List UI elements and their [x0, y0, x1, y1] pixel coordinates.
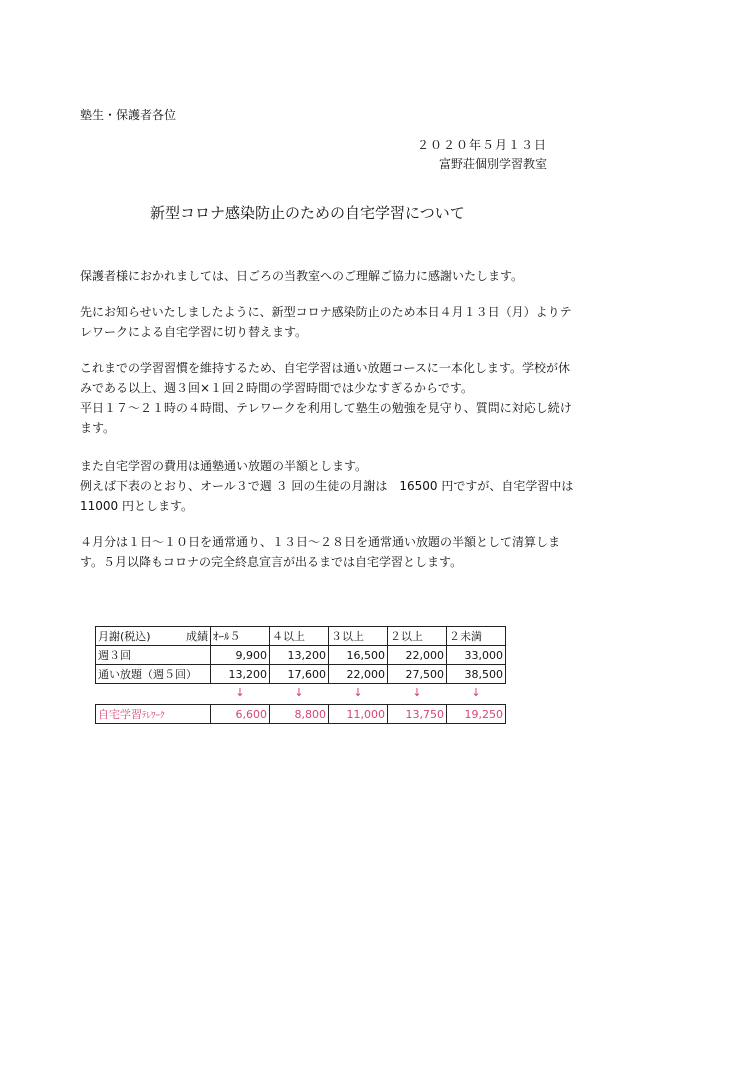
organization-name: 富野荘個別学習教室 — [438, 157, 547, 171]
table-row — [96, 646, 506, 665]
down-arrow-icon: ↓ — [471, 685, 481, 699]
paragraph-line: ます。 — [80, 421, 116, 435]
paragraph-line: レワークによる自宅学習に切り替えます。 — [80, 325, 308, 339]
table-cell: 38,500 — [447, 665, 506, 684]
paragraph-2 — [80, 302, 572, 342]
paragraph-3 — [80, 358, 572, 438]
telework-label-sub: ﾃﾚﾜｰｸ — [142, 711, 165, 721]
telework-row — [96, 705, 506, 724]
down-arrow-icon: ↓ — [412, 685, 422, 699]
paragraph-line: これまでの学習習慣を維持するため、自宅学習は通い放題コースに一本化します。学校が休 — [80, 361, 570, 375]
telework-label — [96, 705, 211, 724]
telework-cell: 11,000 — [329, 705, 388, 724]
table-cell: 22,000 — [329, 665, 388, 684]
table-cell: 16,500 — [329, 646, 388, 665]
addressee: 塾生・保護者各位 — [80, 108, 177, 122]
paragraph-4 — [80, 456, 574, 516]
paragraph-line: みである以上、週３回×１回２時間の学習時間では少なすぎるからです。 — [80, 381, 473, 395]
arrow-row — [96, 684, 506, 701]
down-arrow-icon: ↓ — [353, 685, 363, 699]
paragraph-line: 先にお知らせいたしましたように、新型コロナ感染防止のため本日４月１３日（月）よりテ — [80, 305, 572, 319]
paragraph-line: 例えば下表のとおり、オール３で週 ３ 回の生徒の月謝は 16500 円ですが、自宅学習中は — [80, 479, 574, 493]
column-header: ｵｰﾙ５ — [211, 627, 270, 646]
paragraph-line: 平日１７～２１時の４時間、テレワークを利用して塾生の勉強を見守り、質問に対応し続け — [80, 401, 572, 415]
header-fee-label: 月謝(税込) — [98, 630, 151, 643]
header-grade-label: 成績 — [186, 630, 208, 643]
column-header: ４以上 — [270, 627, 329, 646]
table-cell: 13,200 — [211, 665, 270, 684]
column-header: ２以上 — [388, 627, 447, 646]
paragraph-line: また自宅学習の費用は通塾通い放題の半額とします。 — [80, 459, 368, 473]
table-cell: 9,900 — [211, 646, 270, 665]
document-date: ２０２０年５月１３日 — [416, 138, 547, 152]
fee-table — [95, 626, 506, 724]
table-cell: 17,600 — [270, 665, 329, 684]
column-header: ３以上 — [329, 627, 388, 646]
table-row — [96, 665, 506, 684]
document-title: 新型コロナ感染防止のための自宅学習について — [150, 204, 465, 222]
telework-label-main: 自宅学習 — [98, 708, 142, 721]
paragraph-1 — [80, 266, 550, 286]
down-arrow-icon: ↓ — [294, 685, 304, 699]
table-cell: 33,000 — [447, 646, 506, 665]
telework-cell: 19,250 — [447, 705, 506, 724]
arrow-spacer — [96, 684, 211, 701]
table-cell: 27,500 — [388, 665, 447, 684]
telework-cell: 6,600 — [211, 705, 270, 724]
telework-cell: 13,750 — [388, 705, 447, 724]
row-label: 通い放題（週５回） — [96, 665, 211, 684]
header-cell — [96, 627, 211, 646]
table-cell: 22,000 — [388, 646, 447, 665]
paragraph-5 — [80, 532, 561, 572]
paragraph-line: ４月分は１日～１０日を通常通り、１３日～２８日を通常通い放題の半額として清算しま — [80, 535, 561, 549]
column-header: ２未満 — [447, 627, 506, 646]
down-arrow-icon: ↓ — [235, 685, 245, 699]
paragraph-line: 11000 円とします。 — [80, 499, 194, 513]
table-header-row — [96, 627, 506, 646]
paragraph-line: 保護者様におかれましては、日ごろの当教室へのご理解ご協力に感謝いたします。 — [80, 269, 524, 283]
row-label: 週３回 — [96, 646, 211, 665]
paragraph-line: す。５月以降もコロナの完全終息宣言が出るまでは自宅学習とします。 — [80, 555, 463, 569]
telework-cell: 8,800 — [270, 705, 329, 724]
table-cell: 13,200 — [270, 646, 329, 665]
